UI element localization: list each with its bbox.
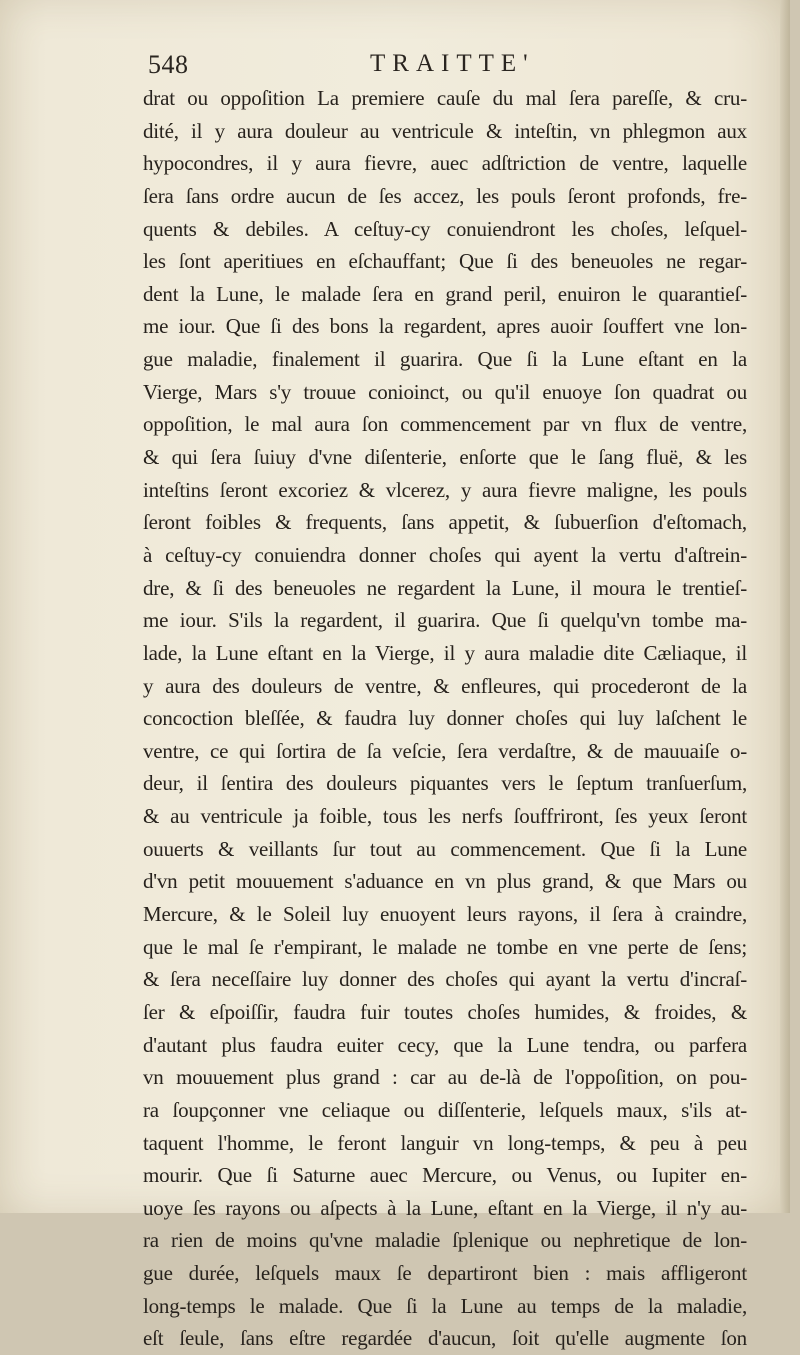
text-line: gue durée, leſquels maux ſe departiront bien : mais affligeront [143,1261,747,1286]
text-line: dent la Lune, le malade ſera en grand peril, enuiron le quarantieſ- [143,281,747,306]
text-line: oppoſition, le mal aura ſon commencement par vn flux de ventre, [143,412,747,437]
text-line: deur, il ſentira des douleurs piquantes vers le ſeptum tranſuerſum, [143,771,747,796]
text-line: me iour. Que ſi des bons la regardent, apres auoir ſouffert vne lon- [143,314,747,339]
text-line: à ceſtuy-cy conuiendra donner choſes qui ayent la vertu d'aſtrein- [143,542,747,567]
text-line: d'autant plus faudra euiter cecy, que la Lune tendra, ou parfera [143,1032,747,1057]
text-line: ſera ſans ordre aucun de ſes accez, les pouls ſeront profonds, fre- [143,183,747,208]
text-line: hypocondres, il y aura fievre, auec adſtriction de ventre, laquelle [143,151,747,176]
text-line: ventre, ce qui ſortira de ſa veſcie, ſera verdaſtre, & de mauuaiſe o- [143,738,747,763]
text-line: eſt ſeule, ſans eſtre regardée d'aucun, ſoit qu'elle augmente ſon [143,1326,747,1351]
text-line: inteſtins ſeront excoriez & vlcerez, y aura fievre maligne, les pouls [143,477,747,502]
text-line: les ſont aperitiues en eſchauffant; Que ſi des beneuoles ne regar- [143,249,747,274]
text-line: ra ſoupçonner vne celiaque ou diſſenterie, leſquels maux, s'ils at- [143,1097,747,1122]
running-title: TRAITTE' [370,50,535,77]
text-line: me iour. S'ils la regardent, il guarira. Que ſi quelqu'vn tombe ma- [143,608,747,633]
text-line: vn mouuement plus grand : car au de-là de l'oppoſition, on pou- [143,1065,747,1090]
text-line: mourir. Que ſi Saturne auec Mercure, ou Venus, ou Iupiter en- [143,1163,747,1188]
text-line: quents & debiles. A ceſtuy-cy conuiendront les choſes, leſquel- [143,216,747,241]
text-line: d'vn petit mouuement s'aduance en vn plus grand, & que Mars ou [143,869,747,894]
page-number: 548 [148,50,189,79]
text-line: lade, la Lune eſtant en la Vierge, il y aura maladie dite Cæliaque, il [143,640,747,665]
text-line: que le mal ſe r'empirant, le malade ne tombe en vne perte de ſens; [143,934,747,959]
text-line: & au ventricule ja foible, tous les nerfs ſouffriront, ſes yeux ſeront [143,804,747,829]
text-line: ouuerts & veillants ſur tout au commencement. Que ſi la Lune [143,836,747,861]
text-line: concoction bleſſée, & faudra luy donner choſes qui luy laſchent le [143,706,747,731]
text-line: ſeront foibles & frequents, ſans appetit, & ſubuerſion d'eſtomach, [143,510,747,535]
page-edge [780,0,790,1213]
text-line: dité, il y aura douleur au ventricule & inteſtin, vn phlegmon aux [143,118,747,143]
text-line: drat ou oppoſition La premiere cauſe du mal ſera pareſſe, & cru- [143,86,747,110]
text-line: gue maladie, finalement il guarira. Que ſi la Lune eſtant en la [143,347,747,372]
text-line: taquent l'homme, le feront languir vn long-temps, & peu à peu [143,1130,747,1155]
text-line: uoye ſes rayons ou aſpects à la Lune, eſtant en la Vierge, il n'y au- [143,1195,747,1220]
text-line: Vierge, Mars s'y trouue conioinct, ou qu'il enuoye ſon quadrat ou [143,379,747,404]
text-line: & ſera neceſſaire luy donner des choſes qui ayant la vertu d'incraſ- [143,967,747,992]
body-text [143,82,747,1355]
text-line: y aura des douleurs de ventre, & enfleures, qui procederont de la [143,673,747,698]
text-line: ra rien de moins qu'vne maladie ſplenique ou nephretique de lon- [143,1228,747,1253]
text-line: ſer & eſpoiſſir, faudra fuir toutes choſes humides, & froides, & [143,999,747,1024]
text-line: Mercure, & le Soleil luy enuoyent leurs rayons, il ſera à craindre, [143,902,747,927]
text-line: long-temps le malade. Que ſi la Lune au temps de la maladie, [143,1293,747,1318]
text-line: dre, & ſi des beneuoles ne regardent la Lune, il moura le trentieſ- [143,575,747,600]
text-line: & qui ſera ſuiuy d'vne diſenterie, enſorte que le ſang fluë, & les [143,445,747,470]
